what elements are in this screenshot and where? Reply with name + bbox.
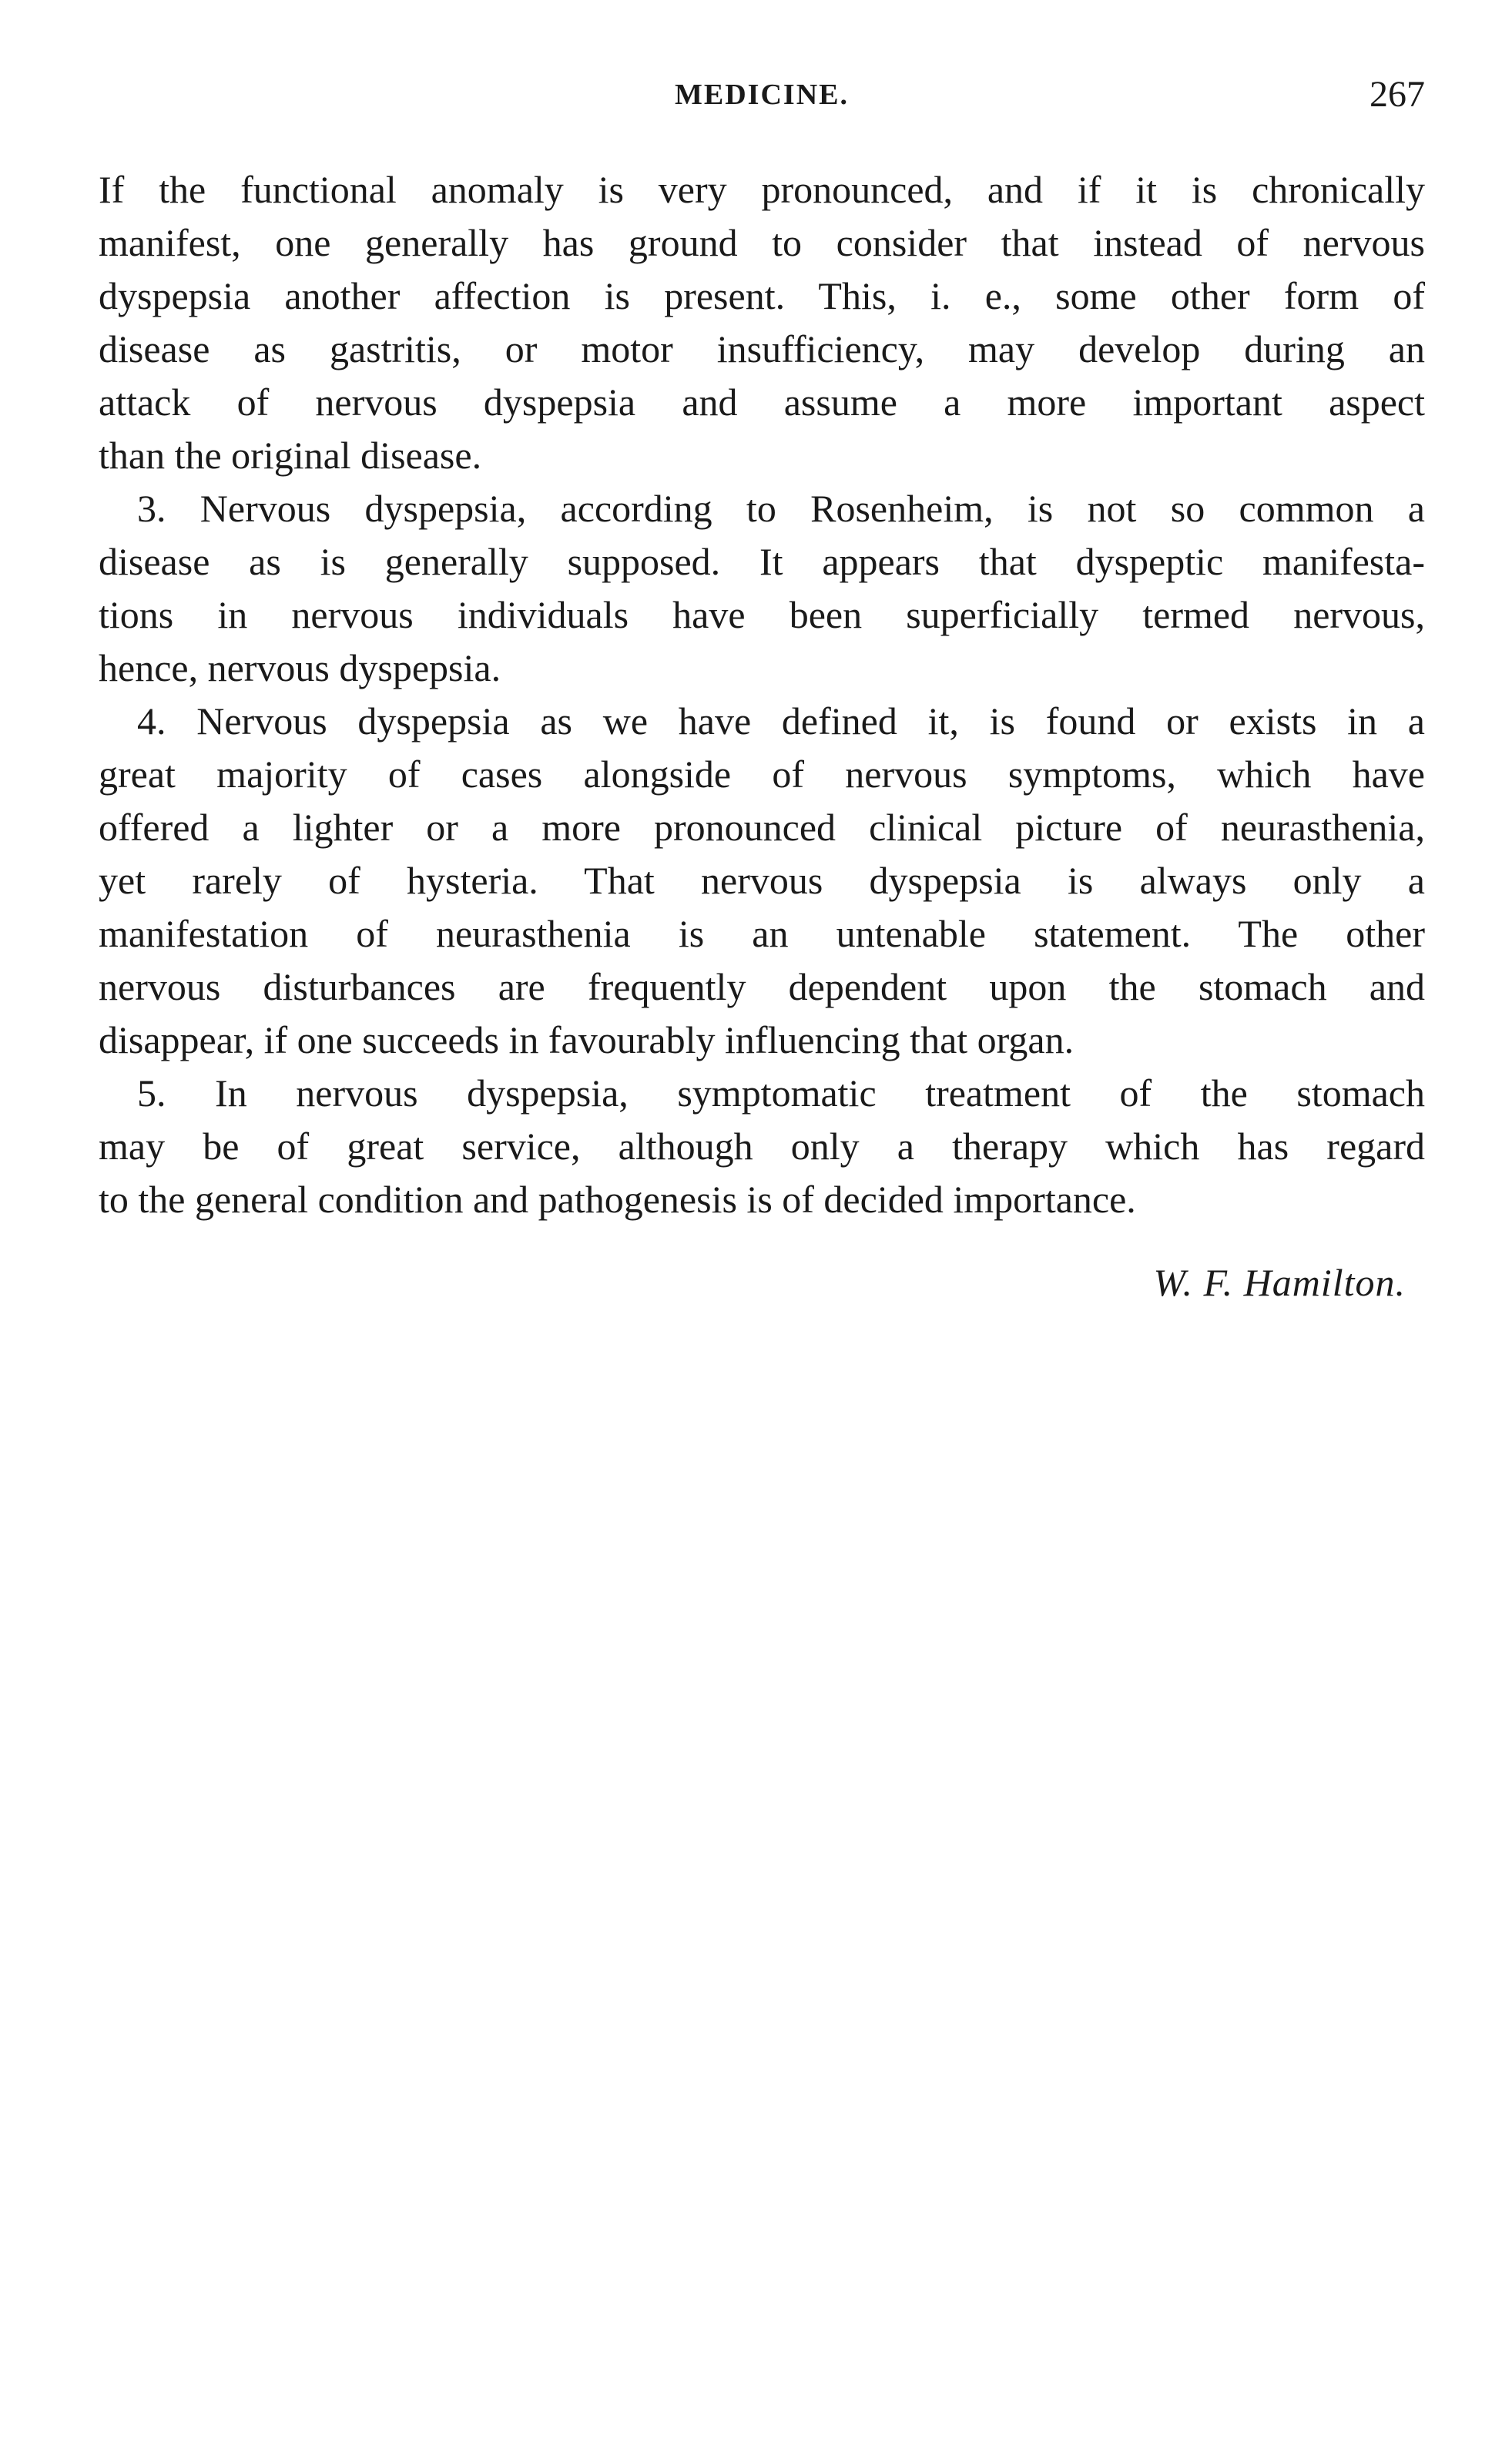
text-line: yet rarely of hysteria. That nervous dyspepsia is always only a	[99, 859, 1425, 902]
text-line: attack of nervous dyspepsia and assume a more important aspect	[99, 381, 1425, 424]
text-line: 4. Nervous dyspepsia as we have defined it, is found or exists in a	[137, 699, 1425, 743]
author-signature: W. F. Hamilton.	[1153, 1261, 1406, 1304]
text-line: dyspepsia another affection is present. This, i. e., some other form of	[99, 274, 1425, 317]
text-line: great majority of cases alongside of nervous symptoms, which have	[99, 753, 1425, 796]
text-line: 3. Nervous dyspepsia, according to Rosenheim, is not so common a	[137, 487, 1425, 530]
text-line: tions in nervous individuals have been superficially termed nervous,	[99, 593, 1425, 636]
page-number: 267	[1370, 74, 1425, 115]
text-line: may be of great service, although only a therapy which has regard	[99, 1125, 1425, 1168]
text-line: than the original disease.	[99, 434, 482, 477]
text-line: If the functional anomaly is very pronounced, and if it is chronically	[99, 168, 1425, 211]
text-line: offered a lighter or a more pronounced clinical picture of neurasthenia,	[99, 806, 1425, 849]
text-line: manifestation of neurasthenia is an untenable statement. The other	[99, 912, 1425, 955]
text-line: to the general condition and pathogenesis is of decided importance.	[99, 1178, 1136, 1221]
text-line: hence, nervous dyspepsia.	[99, 646, 501, 689]
body-text	[99, 163, 1425, 1226]
text-line: disease as is generally supposed. It appears that dyspeptic manifesta-	[99, 540, 1425, 583]
running-title: MEDICINE.	[675, 79, 849, 111]
text-line: disease as gastritis, or motor insufficiency, may develop during an	[99, 327, 1425, 370]
text-line: disappear, if one succeeds in favourably influencing that organ.	[99, 1018, 1074, 1061]
text-line: manifest, one generally has ground to consider that instead of nervous	[99, 221, 1425, 264]
running-head	[99, 73, 1425, 119]
text-line: 5. In nervous dyspepsia, symptomatic treatment of the stomach	[137, 1071, 1425, 1115]
text-line: nervous disturbances are frequently dependent upon the stomach and	[99, 965, 1425, 1008]
